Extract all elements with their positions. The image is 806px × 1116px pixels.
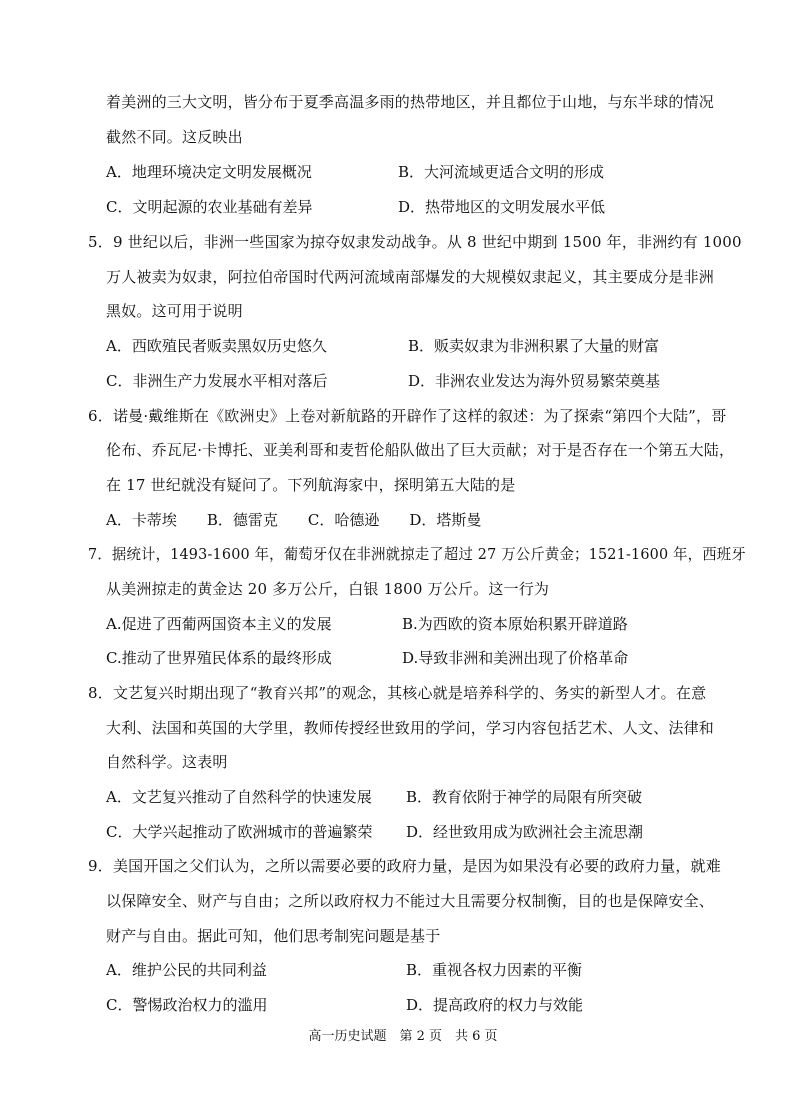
- q6-stem-line-2: 伦布、乔瓦尼·卡博托、亚美利哥和麦哲伦船队做出了巨大贡献；对于是否存在一个第五大陆，: [106, 441, 735, 459]
- q9-option-b: B．重视各权力因素的平衡: [406, 961, 583, 979]
- q9-option-c: C．警惕政治权力的滥用: [106, 996, 268, 1014]
- q9-stem-line-1: 9．美国开国之父们认为，之所以需要必要的政府力量，是因为如果没有必要的政府力量，就难: [88, 857, 721, 875]
- q7-stem-line-1: 7．据统计，1493-1600 年，葡萄牙仅在非洲就掠走了超过 27 万公斤黄金；1521-1600 年，西班牙: [88, 545, 746, 563]
- q5-option-d: D．非洲农业发达为海外贸易繁荣奠基: [408, 372, 661, 390]
- q8-option-a: A．文艺复兴推动了自然科学的快速发展: [106, 788, 372, 806]
- page-footer: 高一历史试题 第 2 页 共 6 页: [308, 1029, 498, 1044]
- q5-stem-line-3: 黑奴。这可用于说明: [106, 302, 243, 320]
- q8-option-b: B．教育依附于神学的局限有所突破: [406, 788, 643, 806]
- q8-option-d: D．经世致用成为欧洲社会主流思潮: [406, 823, 644, 841]
- q7-option-d: D.导致非洲和美洲出现了价格革命: [402, 649, 629, 667]
- q6-stem-line-3: 在 17 世纪就没有疑问了。下列航海家中，探明第五大陆的是: [106, 476, 516, 494]
- q4-option-a: A．地理环境决定文明发展概况: [106, 163, 312, 181]
- q5-stem-line-1: 5．9 世纪以后，非洲一些国家为掠夺奴隶发动战争。从 8 世纪中期到 1500 年，非洲约有 1000: [88, 233, 742, 251]
- q9-option-a: A．维护公民的共同利益: [106, 961, 267, 979]
- q4-option-d: D．热带地区的文明发展水平低: [398, 198, 606, 216]
- q5-stem-line-2: 万人被卖为奴隶，阿拉伯帝国时代两河流域南部爆发的大规模奴隶起义，其主要成分是非洲: [106, 268, 715, 286]
- q6-stem-line-1: 6．诺曼·戴维斯在《欧洲史》上卷对新航路的开辟作了这样的叙述：为了探索“第四个大陆”，哥: [88, 407, 727, 425]
- q4-option-b: B．大河流域更适合文明的形成: [398, 163, 605, 181]
- q5-option-c: C．非洲生产力发展水平相对落后: [106, 372, 328, 390]
- q8-option-c: C．大学兴起推动了欧洲城市的普遍繁荣: [106, 823, 373, 841]
- q8-stem-line-3: 自然科学。这表明: [106, 753, 228, 771]
- q7-option-c: C.推动了世界殖民体系的最终形成: [106, 649, 332, 667]
- q9-stem-line-3: 财产与自由。据此可知，他们思考制宪问题是基于: [106, 927, 441, 945]
- q8-stem-line-2: 大利、法国和英国的大学里，教师传授经世致用的学问，学习内容包括艺术、人文、法律和: [106, 719, 715, 737]
- q5-option-a: A．西欧殖民者贩卖黑奴历史悠久: [106, 337, 327, 355]
- q9-stem-line-2: 以保障安全、财产与自由；之所以政府权力不能过大且需要分权制衡，目的也是保障安全、: [106, 892, 715, 910]
- q4-stem-line-2: 截然不同。这反映出: [106, 128, 243, 146]
- q6-options: A．卡蒂埃 B．德雷克 C．哈德逊 D．塔斯曼: [106, 511, 482, 529]
- q4-option-c: C．文明起源的农业基础有差异: [106, 198, 313, 216]
- q5-option-b: B．贩卖奴隶为非洲积累了大量的财富: [408, 337, 660, 355]
- q8-stem-line-1: 8．文艺复兴时期出现了“教育兴邦”的观念，其核心就是培养科学的、务实的新型人才。在意: [88, 684, 707, 702]
- q7-option-b: B.为西欧的资本原始积累开辟道路: [402, 615, 628, 633]
- q7-stem-line-2: 从美洲掠走的黄金达 20 多万公斤，白银 1800 万公斤。这一行为: [106, 580, 550, 598]
- q7-option-a: A.促进了西葡两国资本主义的发展: [106, 615, 332, 633]
- q9-option-d: D．提高政府的权力与效能: [406, 996, 584, 1014]
- q4-stem-line-1: 着美洲的三大文明，皆分布于夏季高温多雨的热带地区，并且都位于山地，与东半球的情况: [106, 93, 715, 111]
